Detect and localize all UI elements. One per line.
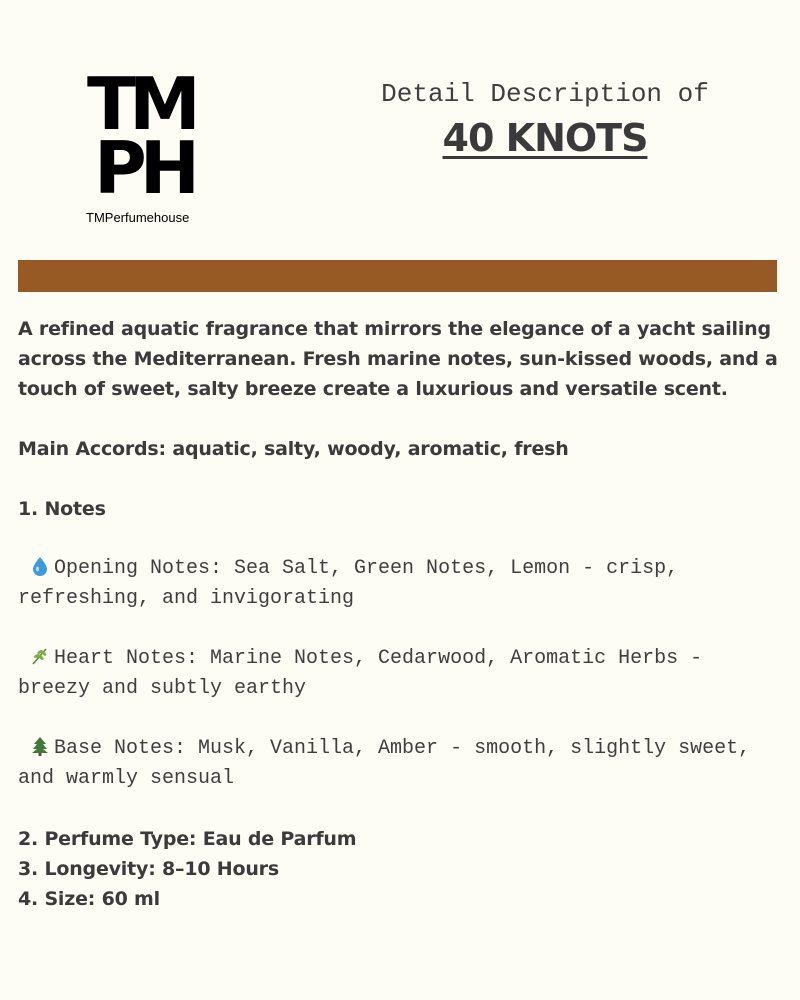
brand-logo (84, 62, 214, 230)
page-header (330, 78, 760, 160)
size: 4. Size: 60 ml (18, 888, 160, 910)
logo-mark-bottom: PH (94, 126, 194, 210)
note-base (18, 734, 783, 794)
detail-label: Detail Description of (381, 79, 709, 109)
perfume-type: 2. Perfume Type: Eau de Parfum (18, 828, 357, 850)
product-description: A refined aquatic fragrance that mirrors the elegance of a yacht sailing across the Mediterranean. Fresh marine notes, sun-kissed woods, and a touch of sweet, salty breeze create a luxurious and versatile scent. (18, 318, 778, 400)
longevity: 3. Longevity: 8–10 Hours (18, 858, 279, 880)
logo-brand-name: TMPerfumehouse (86, 210, 190, 225)
herb-icon (30, 646, 50, 666)
logo-mark-top: TM (87, 62, 194, 146)
note-opening (18, 554, 783, 614)
note-opening-text: Opening Notes: Sea Salt, Green Notes, Lemon - crisp, refreshing, and invigorating (18, 557, 679, 610)
note-heart-text: Heart Notes: Marine Notes, Cedarwood, Aromatic Herbs - breezy and subtly earthy (18, 647, 703, 700)
note-heart (18, 644, 783, 704)
section-divider (18, 260, 777, 292)
description-content (18, 314, 783, 914)
water-drop-icon (30, 556, 50, 576)
evergreen-tree-icon (30, 736, 50, 756)
notes-heading: 1. Notes (18, 498, 106, 520)
product-title: 40 KNOTS (442, 116, 648, 160)
main-accords: Main Accords: aquatic, salty, woody, aromatic, fresh (18, 438, 569, 460)
note-base-text: Base Notes: Musk, Vanilla, Amber - smooth, slightly sweet, and warmly sensual (18, 737, 751, 790)
